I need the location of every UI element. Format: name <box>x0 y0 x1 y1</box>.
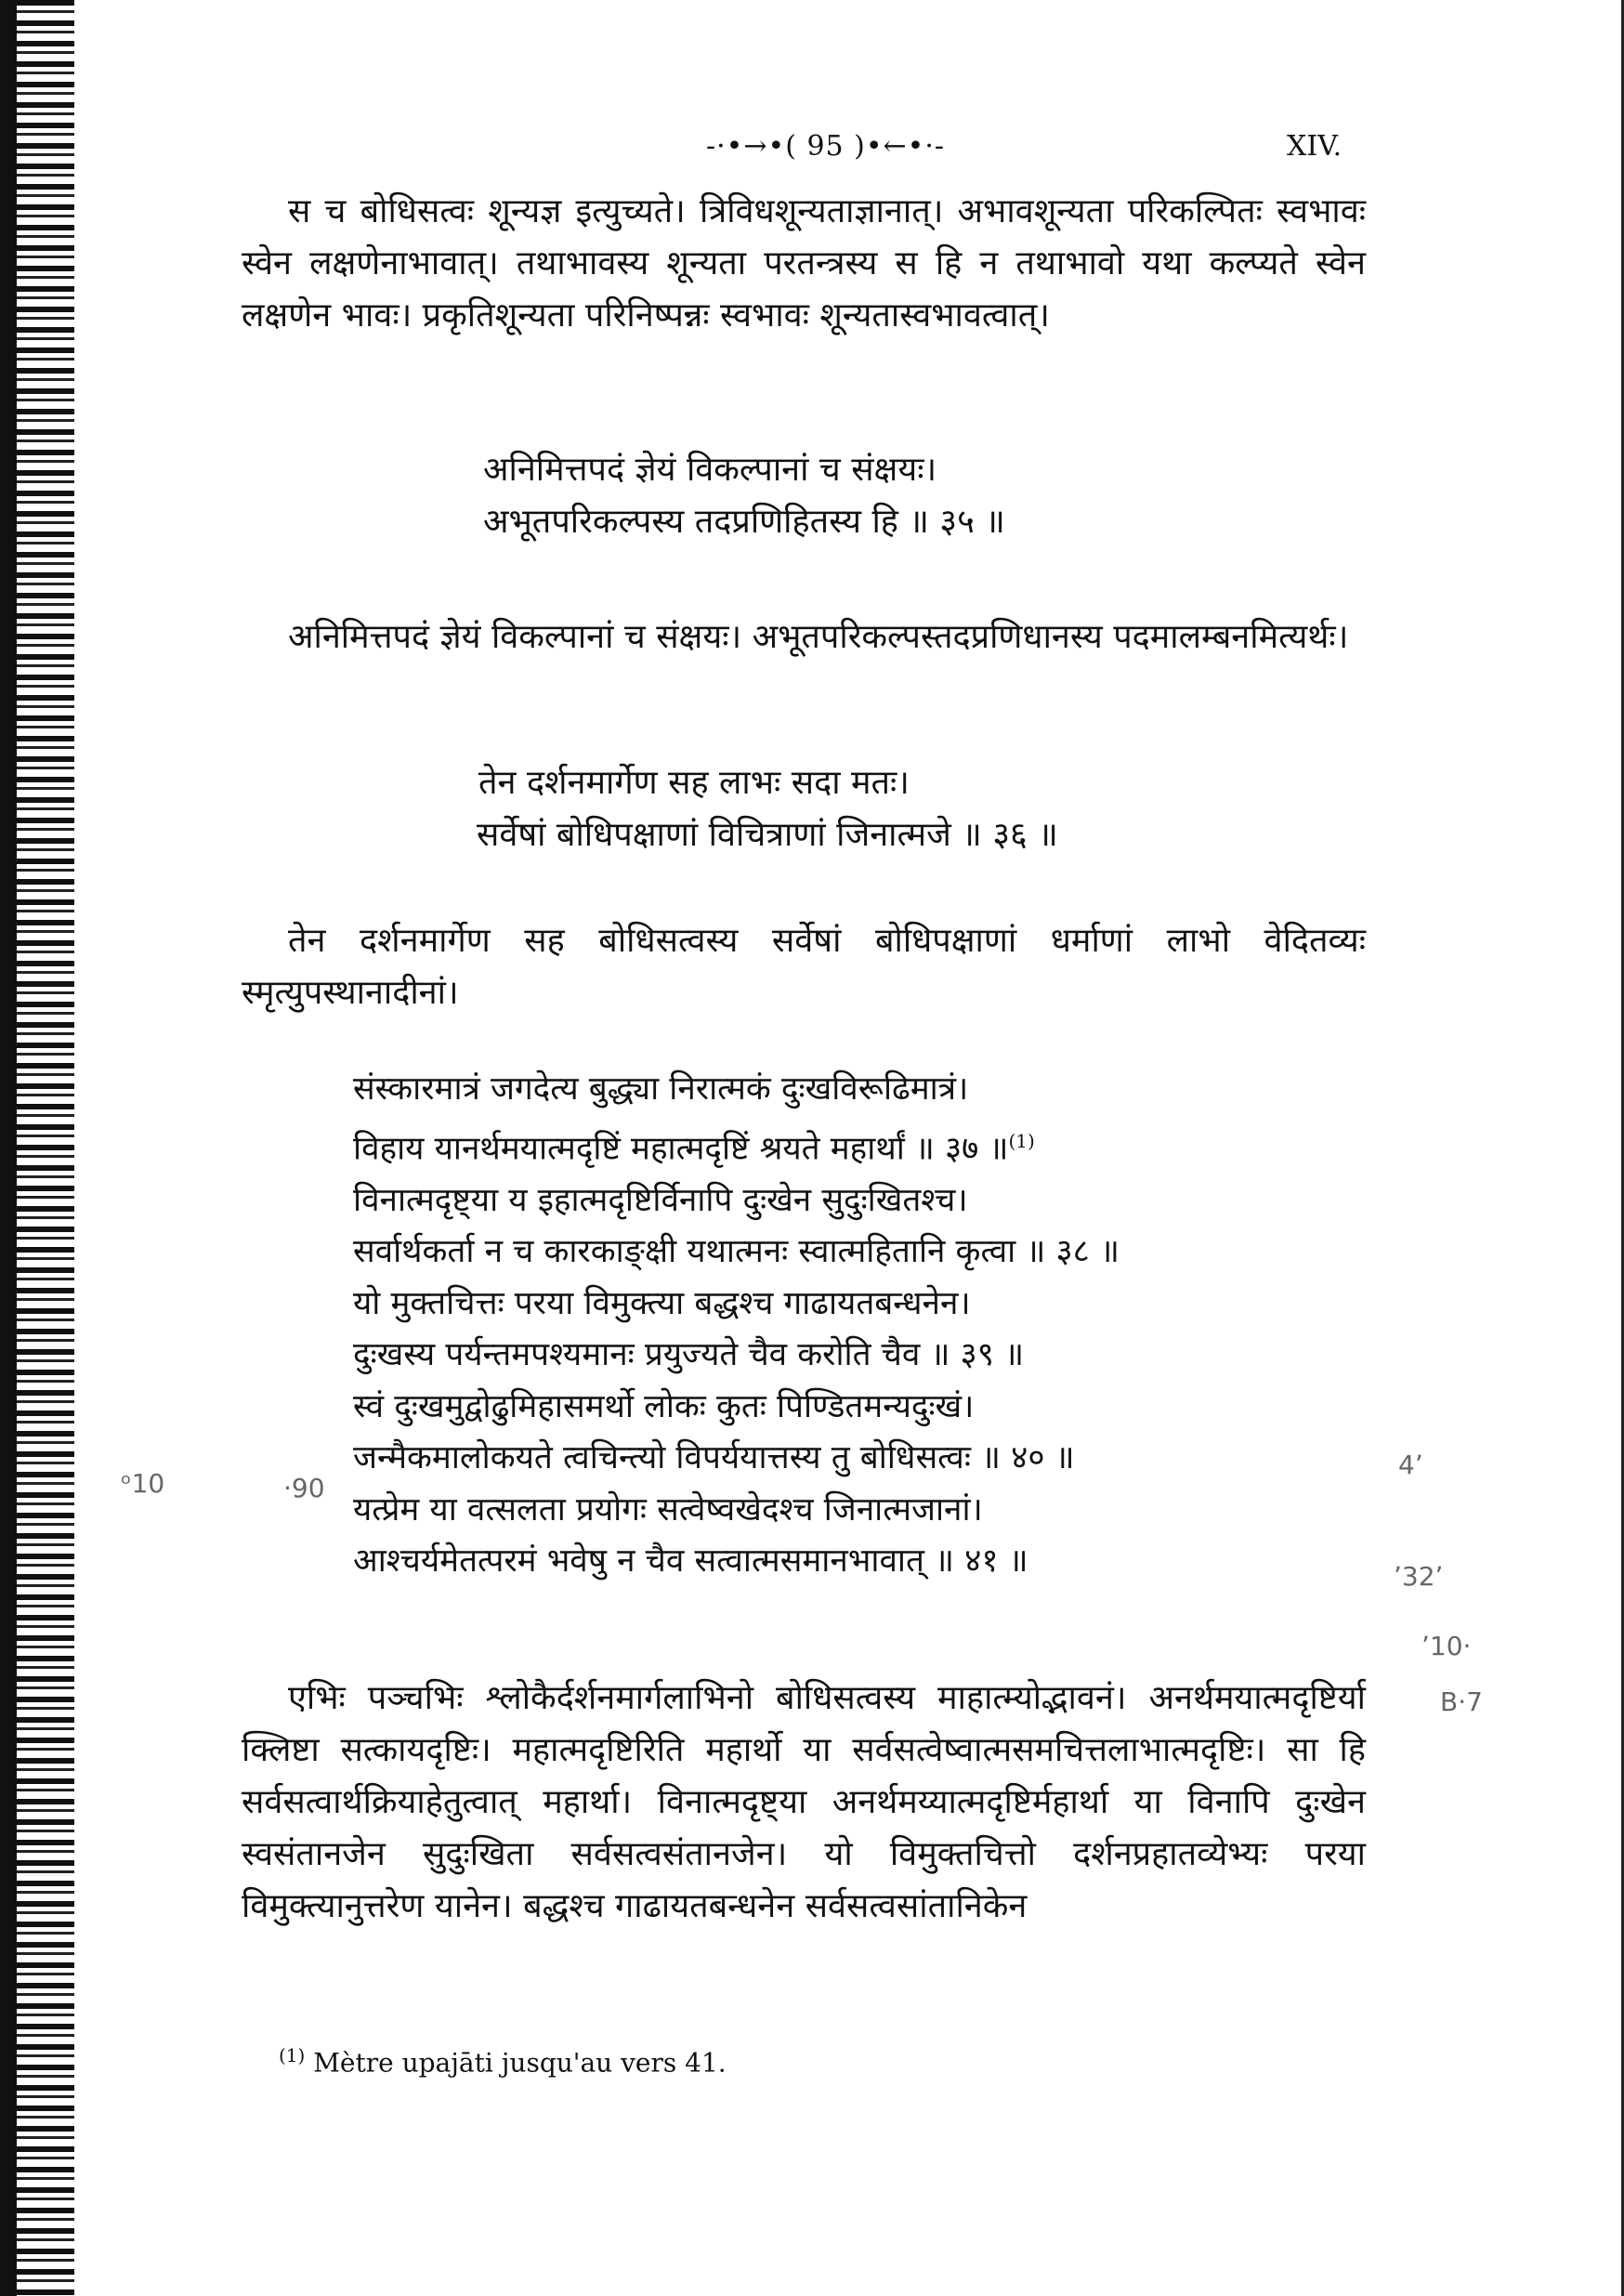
margin-note: ʼ32ʼ <box>1394 1561 1444 1592</box>
verse-35 <box>483 444 1005 548</box>
page-header <box>0 130 1624 167</box>
footnote-ref: (1) <box>1008 1129 1035 1152</box>
page-number: -·•→•( 95 )•←•·- <box>706 130 946 163</box>
verse-line: अनिमित्तपदं ज्ञेयं विकल्पानां च संक्षयः। <box>483 451 937 489</box>
margin-note: ᵒ10 <box>121 1468 165 1499</box>
verse-line: आश्चर्यमेतत्परमं भवेषु न चैव सत्वात्मसमानभावात् ॥ ४१ ॥ <box>353 1542 1028 1581</box>
margin-note: 4ʼ <box>1398 1450 1423 1480</box>
paragraph-3: तेन दर्शनमार्गेण सह बोधिसत्वस्य सर्वेषां बोधिपक्षाणां धर्माणां लाभो वेदितव्यः स्मृत्युपस्थानादीनां। <box>242 922 1366 1012</box>
margin-note: B·7 <box>1440 1686 1483 1717</box>
paragraph-2: अनिमित्तपदं ज्ञेयं विकल्पानां च संक्षयः। अभूतपरिकल्पस्तदप्रणिधानस्य पदमालम्बनमित्यर्थः। <box>288 618 1349 656</box>
verse-line: जन्मैकमालोकयते त्वचिन्त्यो विपर्ययात्तस्य तु बोधिसत्वः ॥ ४० ॥ <box>353 1439 1075 1477</box>
margin-note: ʼ10· <box>1421 1631 1472 1661</box>
verse-36 <box>478 757 1058 861</box>
verse-line: सर्वेषां बोधिपक्षाणां विचित्राणां जिनात्मजे ॥ ३६ ॥ <box>477 816 1058 854</box>
verse-line: दुःखस्य पर्यन्तमपश्यमानः प्रयुज्यते चैव करोति चैव ॥ ३९ ॥ <box>353 1336 1025 1374</box>
margin-note: ·90 <box>283 1473 325 1503</box>
verse-line: तेन दर्शनमार्गेण सह लाभः सदा मतः। <box>478 764 910 802</box>
verse-line: सर्वार्थकर्ता न च कारकाङ्क्षी यथात्मनः स्वात्महितानि कृत्वा ॥ ३८ ॥ <box>353 1233 1120 1271</box>
paragraph-1: स च बोधिसत्वः शून्यज्ञ इत्युच्यते। त्रिविधशून्यताज्ञानात्। अभावशून्यता परिकल्पितः स्वभावः स्वेन लक्षणेनाभावात्। तथाभावस्य शून्यता परतन्त्रस्य स हि न तथाभावो यथा कल्प्यते स्वेन लक्षणेन भावः। प्रकृतिशून्यता परिनिष्पन्नः स्वभावः शून्यतास्वभावत्वात्। <box>242 192 1366 335</box>
verse-line: विहाय यानर्थमयात्मदृष्टिं महात्मदृष्टिं श्रयते महार्थां ॥ ३७ ॥$^{(1)}$ <box>353 1129 1035 1168</box>
verse-line: यो मुक्तचित्तः परया विमुक्त्या बद्धश्च गाढायतबन्धनेन। <box>353 1284 971 1322</box>
verse-line: यत्प्रेम या वत्सलता प्रयोगः सत्वेष्वखेदश्च जिनात्मजानां। <box>353 1490 983 1528</box>
footnote <box>279 2044 727 2078</box>
paragraph-4: एभिः पञ्चभिः श्लोकैर्दर्शनमार्गलाभिनो बोधिसत्वस्य माहात्म्योद्भावनं। अनर्थमयात्मदृष्टिर्या क्लिष्टा सत्कायदृष्टिः। महात्मदृष्टिरिति महार्थो या सर्वसत्वेष्वात्मसमचित्तलाभात्मदृष्टिः। सा हि सर्वसत्वार्थक्रियाहेतुत्वात् महार्था। विनात्मदृष्ट्या अनर्थमय्यात्मदृष्टिर्महार्था या विनापि दुःखेन स्वसंतानजेन सुदुःखिता सर्वसत्वसंतानजेन। यो विमुक्तचित्तो दर्शनप्रहातव्येभ्यः परया विमुक्त्यानुत्तरेण यानेन। बद्धश्च गाढायतबन्धनेन सर्वसत्वसांतानिकेन <box>242 1679 1366 1925</box>
binding-shadow <box>0 0 17 2296</box>
verse-line: स्वं दुःखमुद्वोढुमिहासमर्थो लोकः कुतः पिण्डितमन्यदुःखं। <box>353 1387 975 1425</box>
section-number: XIV. <box>1287 130 1342 163</box>
verses-37-41 <box>353 1064 1120 1588</box>
footnote-marker: (1) <box>279 2044 306 2066</box>
verse-line: संस्कारमात्रं जगदेत्य बुद्ध्या निरात्मकं दुःखविरूढिमात्रं। <box>353 1070 969 1108</box>
footnote-text: Mètre upajāti jusqu'au vers 41. <box>313 2047 727 2079</box>
verse-line: विनात्मदृष्ट्या य इहात्मदृष्टिर्विनापि दुःखेन सुदुःखितश्च। <box>353 1181 968 1219</box>
verse-line: अभूतपरिकल्पस्य तदप्रणिहितस्य हि ॥ ३५ ॥ <box>483 503 1005 541</box>
